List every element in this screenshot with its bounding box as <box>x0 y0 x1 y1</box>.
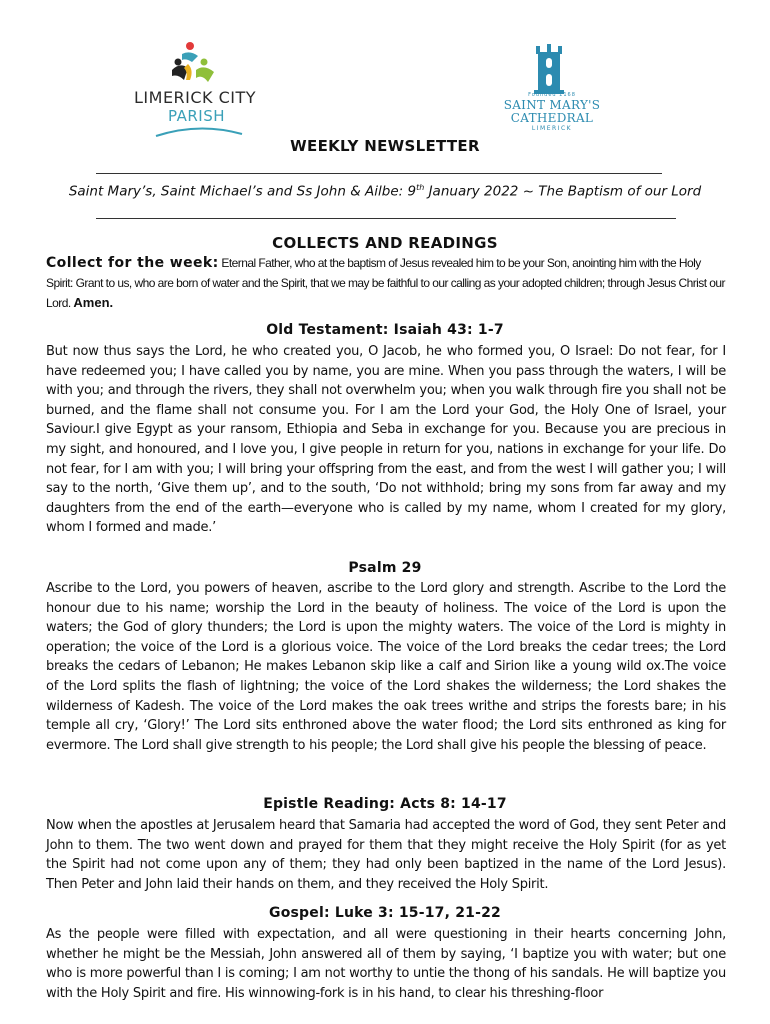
reading-heading-old-testament: Old Testament: Isaiah 43: 1-7 <box>266 322 504 338</box>
logo-line-1: SAINT MARY'S <box>503 98 601 112</box>
reading-heading-gospel: Gospel: Luke 3: 15-17, 21-22 <box>269 905 501 921</box>
subtitle-superscript: th <box>416 183 425 192</box>
divider-bottom <box>96 218 676 219</box>
logo-line-3: LIMERICK <box>531 125 573 132</box>
swoosh-icon <box>154 124 244 138</box>
section-title: COLLECTS AND READINGS <box>272 234 498 252</box>
reading-text-epistle: Now when the apostles at Jerusalem heard that Samaria had accepted the word of God, they sent Peter and John to them. The two went down and prayed for them that they might receive the Holy Spirit (for as yet the Spirit had not come upon any of them; they had only been baptized in the name of the Lord Jesus). Then Peter and John laid their hands on them, and they received the Holy Spirit. <box>46 818 726 892</box>
logo-line-2: CATHEDRAL <box>510 111 594 125</box>
reading-heading-psalm: Psalm 29 <box>348 560 422 576</box>
collect-paragraph <box>46 254 730 314</box>
logo-line-2: PARISH <box>168 107 225 125</box>
reading-text-psalm: Ascribe to the Lord, you powers of heaven, ascribe to the Lord glory and strength. Ascribe to the Lord the honour due to his name; worship the Lord in the beauty of holiness. The voice of the Lord is upon the waters; the God of glory thunders; the Lord is upon the mighty waters. The voice of the Lord is mighty in operation; the voice of the Lord is a glorious voice. The voice of the Lord breaks the cedar trees; the Lord breaks the cedars of Lebanon; He makes Lebanon skip like a calf and Sirion like a young wild ox.The voice of the Lord splits the flash of lightning; the voice of the Lord shakes the wilderness; the Lord shakes the wilderness of Kadesh. The voice of the Lord makes the oak trees writhe and strips the forests bare; in his temple all cry, ‘Glory!’ The Lord sits enthroned above the water flood; the Lord sits enthroned as king for evermore. The Lord shall give strength to his people; the Lord shall give his people the blessing of peace. <box>46 581 726 753</box>
reading-heading-epistle: Epistle Reading: Acts 8: 14-17 <box>263 796 507 812</box>
newsletter-title: WEEKLY NEWSLETTER <box>290 137 480 155</box>
divider-top <box>96 173 662 174</box>
cathedral-tower-icon <box>532 42 566 94</box>
collect-text: Eternal Father, who at the baptism of Jesus revealed him to be your Son, anointing him with the Holy Spirit: Grant to us, who are born of water and the Spirit, that we may be faithful to our calling as your adopted children; through Jesus Christ our Lord. <box>46 256 726 310</box>
subtitle-text-before: Saint Mary’s, Saint Michael’s and Ss John & Ailbe: 9 <box>68 183 417 200</box>
saint-marys-cathedral-logo <box>496 42 608 132</box>
subtitle-text-after: January 2022 ~ The Baptism of our Lord <box>424 183 702 200</box>
reading-text-old-testament: But now thus says the Lord, he who created you, O Jacob, he who formed you, O Israel: Do not fear, for I have redeemed you; I have called you by name, you are mine. When you pass through the waters, I will be with you; and through the rivers, they shall not overwhelm you; when you walk through fire you shall not be burned, and the flame shall not consume you. For I am the Lord your God, the Holy One of Israel, your Saviour.I give Egypt as your ransom, Ethiopia and Seba in exchange for you. Because you are precious in my sight, and honoured, and I love you, I give people in return for you, nations in exchange for your life. Do not fear, for I am with you; I will bring your offspring from the east, and from the west I will gather you; I will say to the north, ‘Give them up’, and to the south, ‘Do not withhold; bring my sons from far away and my daughters from the end of the earth—everyone who is called by my name, whom I created for my glory, whom I formed and made.’ <box>46 344 726 536</box>
parish-people-icon <box>168 40 218 84</box>
collect-amen: Amen. <box>73 295 114 310</box>
reading-text-gospel: As the people were filled with expectation, and all were questioning in their hearts concerning John, whether he might be the Messiah, John answered all of them by saying, ‘I baptize you with water; but one who is more powerful than I is coming; I am not worthy to untie the thong of his sandals. He will baptize you with the Holy Spirit and fire. His winnowing-fork is in his hand, to clear his threshing-floor <box>46 927 726 1001</box>
newsletter-subtitle <box>0 183 770 200</box>
limerick-city-parish-logo <box>124 40 264 140</box>
collect-label: Collect for the week: <box>46 255 219 271</box>
logo-founded-text: Founded 1168 <box>528 92 576 98</box>
logo-line-1: LIMERICK CITY <box>134 88 257 107</box>
